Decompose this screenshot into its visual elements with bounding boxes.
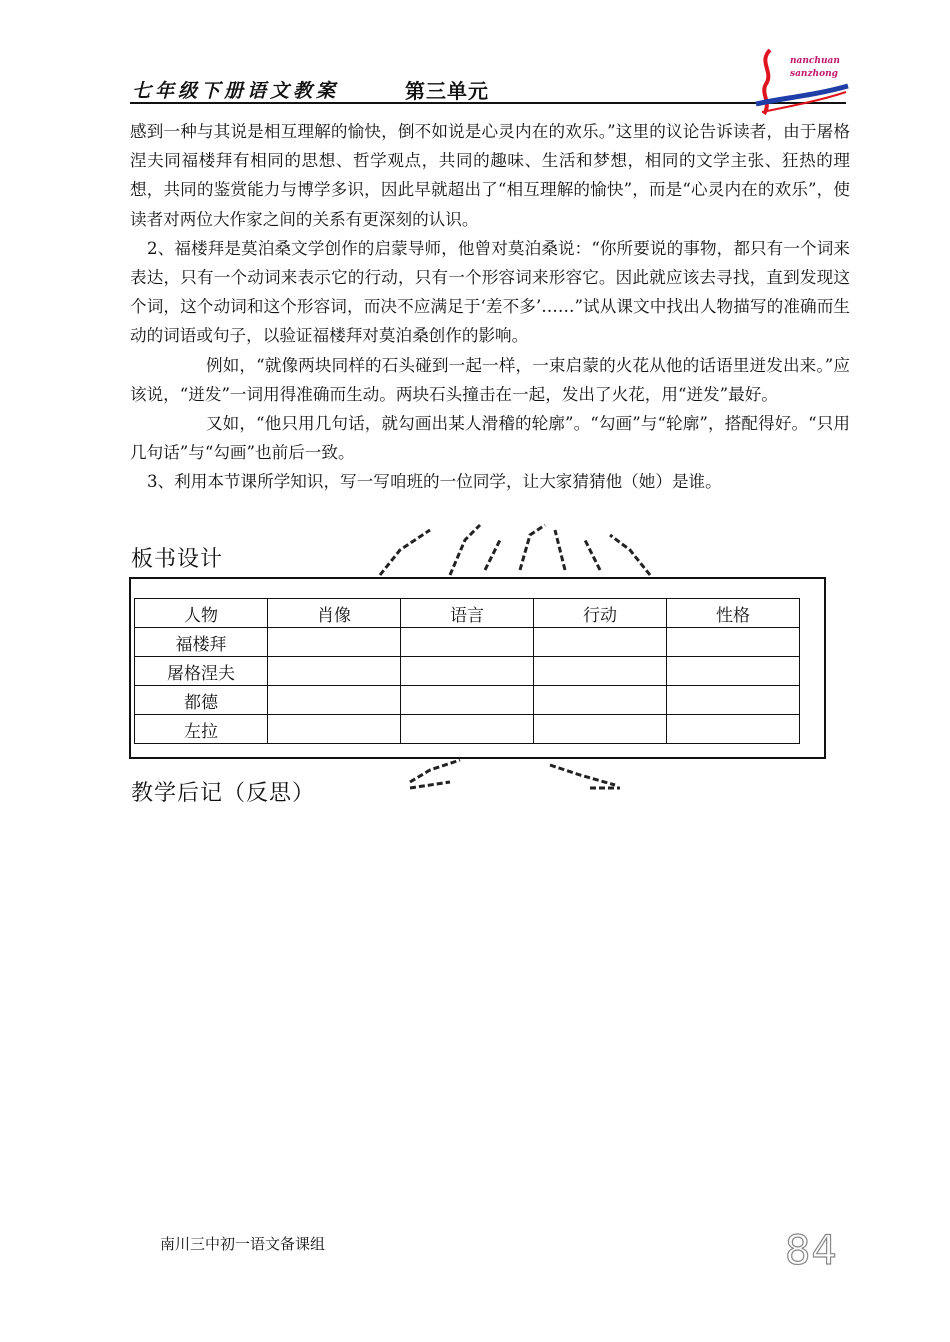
logo-text-line2: sanzhong	[790, 69, 838, 79]
table-cell	[268, 686, 401, 715]
table-row-label: 福楼拜	[135, 628, 268, 657]
board-table	[134, 598, 800, 744]
table-row	[135, 686, 800, 715]
table-cell	[534, 686, 667, 715]
table-row	[135, 715, 800, 744]
table-cell	[268, 628, 401, 657]
paragraph-5: 3、利用本节课所学知识，写一写咱班的一位同学，让大家猜猜他（她）是谁。	[147, 472, 722, 492]
paragraph-2: 2、福楼拜是莫泊桑文学创作的启蒙导师，他曾对莫泊桑说：“你所要说的事物，都只有一个词来表达，只有一个动词来表示它的行动，只有一个形容词来形容它。因此就应该去寻找，直到发现这个词，这个动词和这个形容词，而决不应满足于‘差不多’……”试从课文中找出人物描写的准确而生动的词语或句子，以验证福楼拜对莫泊桑创作的影响。	[130, 238, 850, 346]
paragraph-1: 感到一种与其说是相互理解的愉快，倒不如说是心灵内在的欢乐。”这里的议论告诉读者，由于屠格涅夫同福楼拜有相同的思想、哲学观点，共同的趣味、生活和梦想，相同的文学主张、狂热的理想，共同的鉴赏能力与博学多识，因此早就超出了“相互理解的愉快”，而是“心灵内在的欢乐”，使读者对两位大作家之间的关系有更深刻的认识。	[130, 122, 850, 229]
table-row	[135, 657, 800, 686]
course-title: 七年级下册语文教案	[132, 80, 340, 102]
table-row-label: 都德	[135, 686, 268, 715]
table-header-cell: 肖像	[268, 599, 401, 628]
header-rule	[130, 102, 846, 104]
page-number: 84	[785, 1228, 838, 1274]
table-cell	[534, 715, 667, 744]
table-cell	[268, 657, 401, 686]
logo-text-line1: nanchuan	[790, 56, 840, 66]
paragraph-4: 又如，“他只用几句话，就勾画出某人滑稽的轮廓”。“勾画”与“轮廓”，搭配得好。“只用几句话”与“勾画”也前后一致。	[130, 414, 850, 463]
table-cell	[401, 628, 534, 657]
reflection-heading: 教学后记（反思）	[131, 781, 316, 806]
table-cell	[268, 715, 401, 744]
logo-swoosh-icon	[752, 42, 852, 124]
board-heading: 板书设计	[131, 547, 224, 572]
school-logo	[752, 42, 852, 124]
table-cell	[401, 715, 534, 744]
table-cell	[534, 628, 667, 657]
body-text	[130, 117, 850, 497]
table-cell	[401, 686, 534, 715]
table-row	[135, 628, 800, 657]
table-header-cell: 语言	[401, 599, 534, 628]
table-header-row	[135, 599, 800, 628]
table-header-cell: 行动	[534, 599, 667, 628]
table-header-cell: 人物	[135, 599, 268, 628]
table-cell	[667, 686, 800, 715]
footer-group: 南川三中初一语文备课组	[160, 1235, 326, 1253]
table-row-label: 屠格涅夫	[135, 657, 268, 686]
table-cell	[534, 657, 667, 686]
table-header-cell: 性格	[667, 599, 800, 628]
table-cell	[667, 657, 800, 686]
paragraph-3: 例如，“就像两块同样的石头碰到一起一样，一束启蒙的火花从他的话语里迸发出来。”应该说，“迸发”一词用得准确而生动。两块石头撞击在一起，发出了火花，用“迸发”最好。	[130, 355, 850, 404]
unit-title: 第三单元	[405, 79, 489, 103]
table-cell	[667, 715, 800, 744]
table-row-label: 左拉	[135, 715, 268, 744]
table-cell	[401, 657, 534, 686]
table-cell	[667, 628, 800, 657]
